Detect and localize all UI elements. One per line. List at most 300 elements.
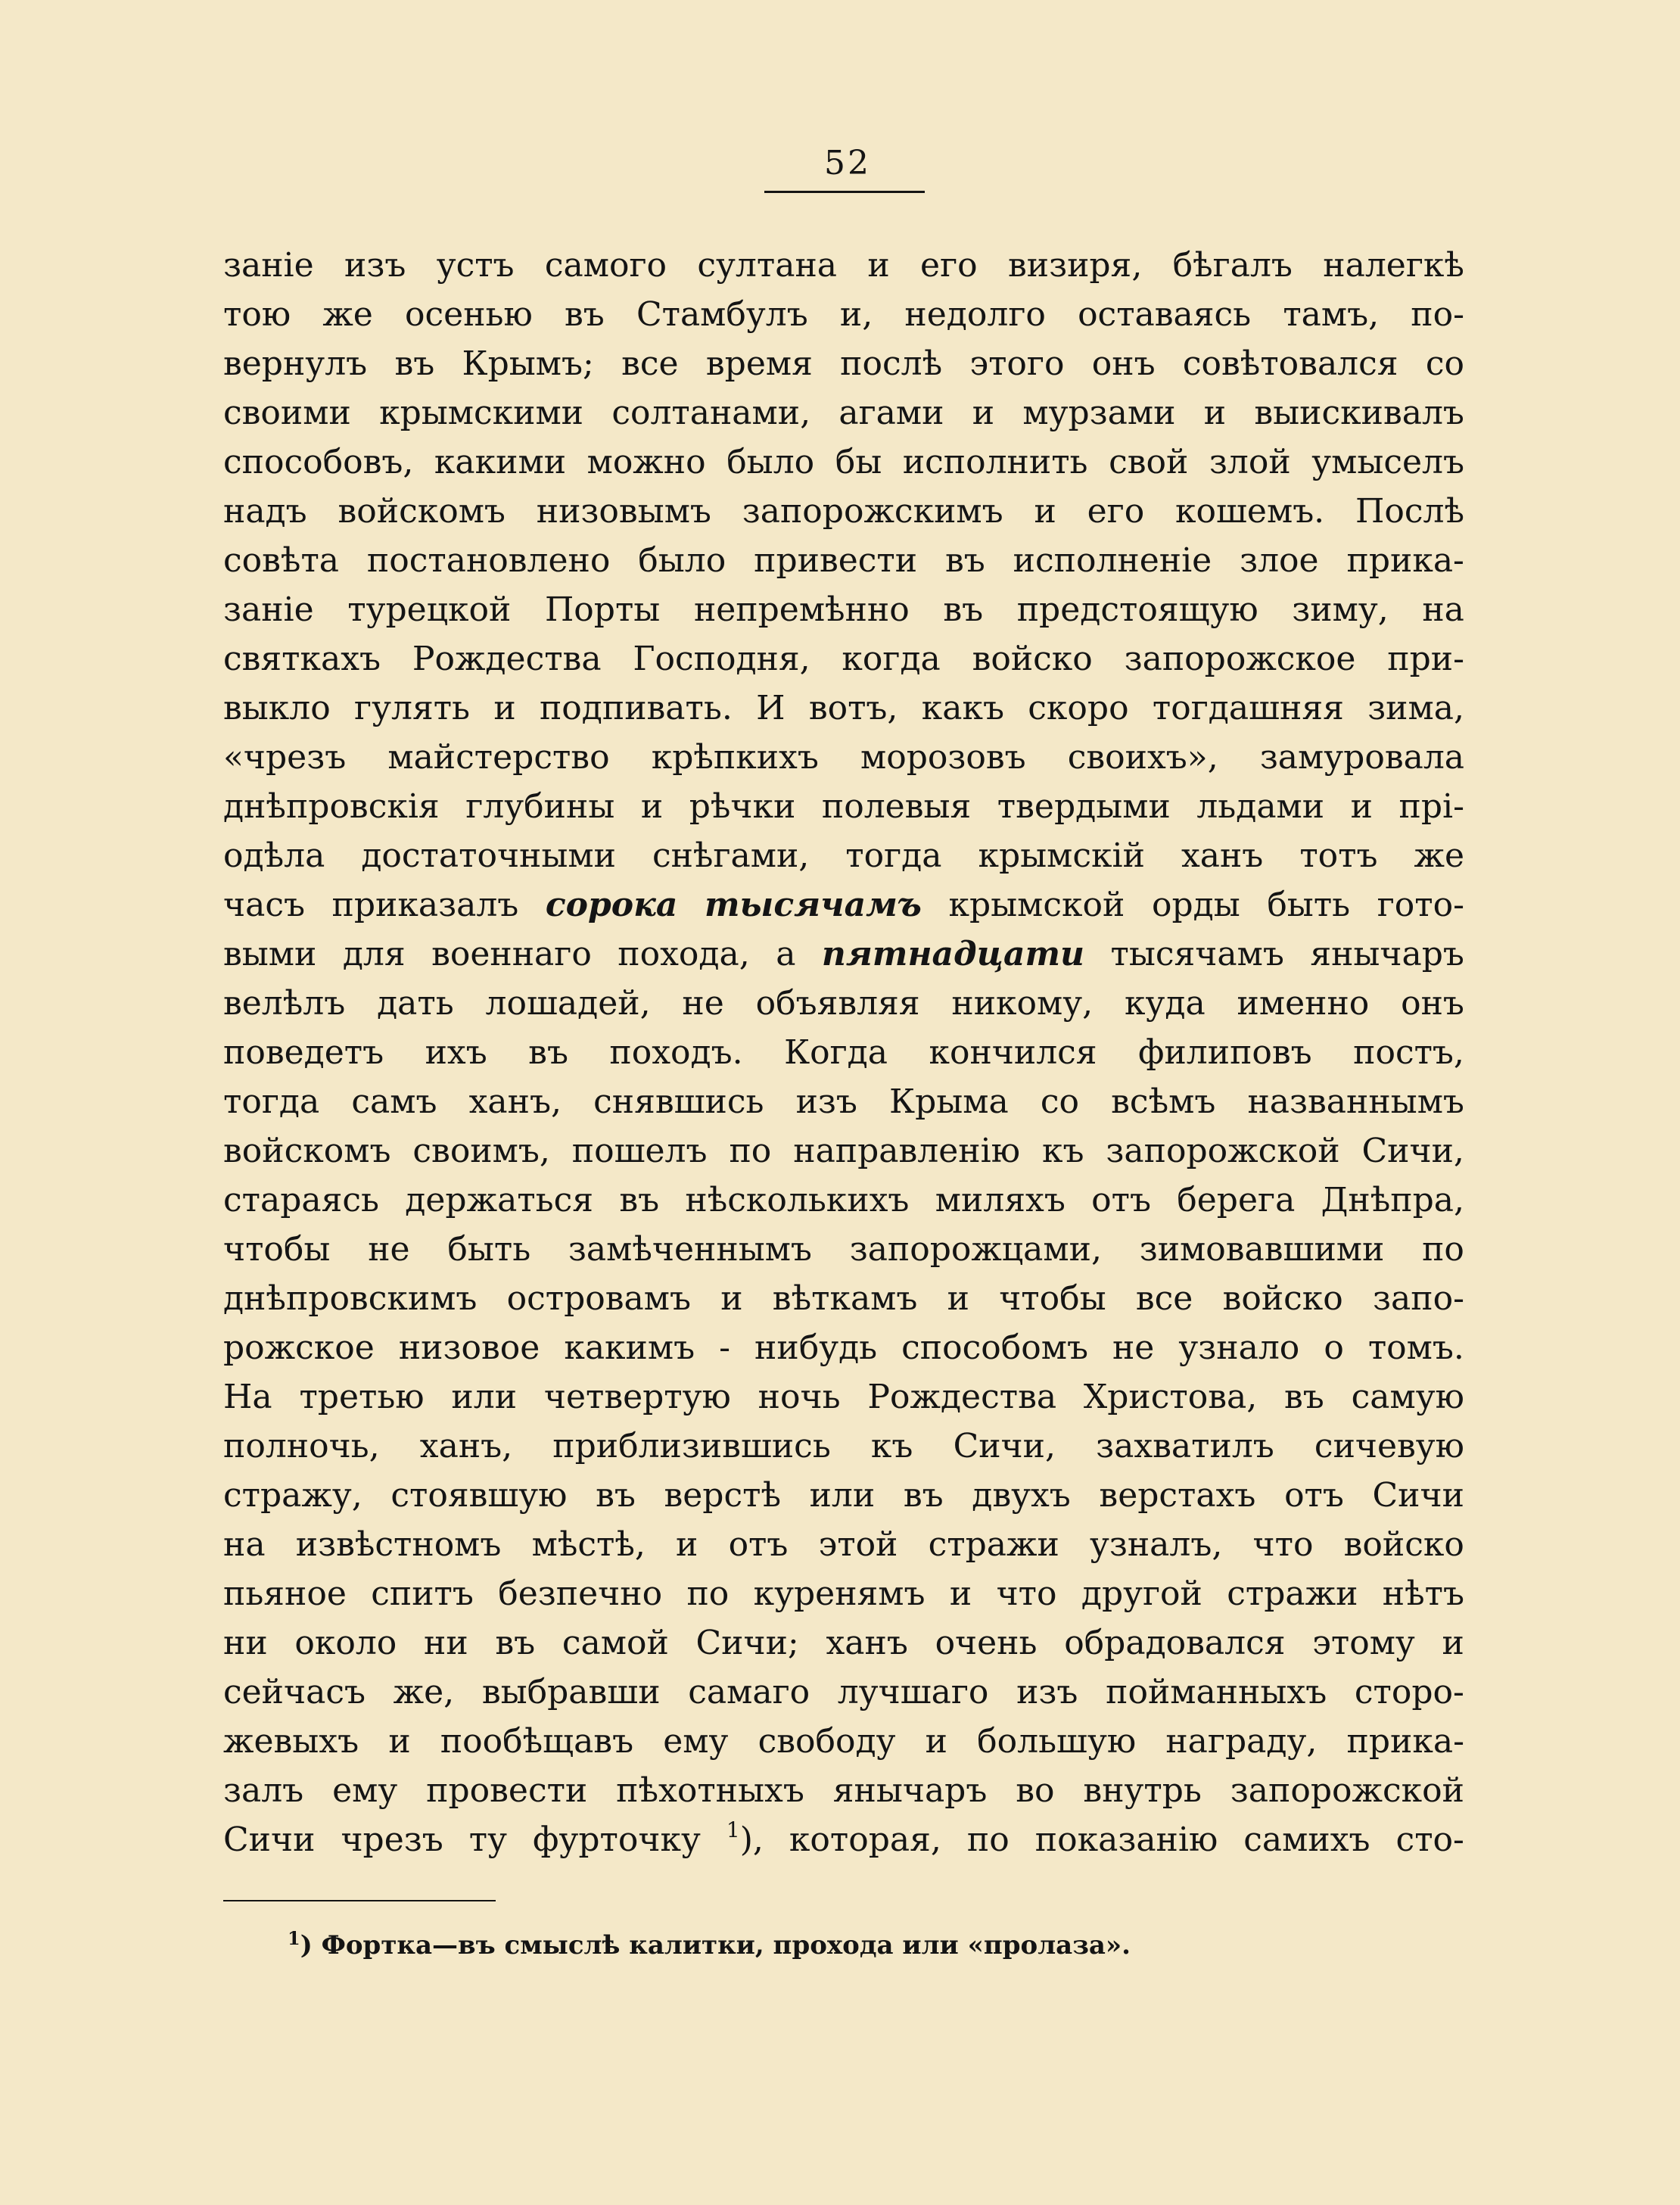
- word: около: [294, 1624, 397, 1662]
- word: что: [1252, 1525, 1314, 1564]
- word: сто-: [1395, 1820, 1464, 1859]
- word: стражу,: [223, 1476, 362, 1515]
- word: объявляя: [755, 984, 920, 1023]
- word: самъ: [351, 1082, 437, 1121]
- word: подпивать.: [539, 689, 733, 727]
- word: войскомъ: [223, 1132, 391, 1170]
- word: ханъ,: [468, 1082, 562, 1121]
- word: когда: [842, 640, 941, 678]
- word: визиря,: [1007, 246, 1143, 285]
- page-number-rule: [764, 191, 925, 193]
- word: крымскими: [379, 394, 584, 432]
- word: твердыми: [997, 787, 1171, 826]
- word: своимъ,: [412, 1132, 550, 1170]
- word: лошадей,: [485, 984, 651, 1023]
- word: которая,: [789, 1820, 941, 1859]
- word: Господня,: [633, 640, 810, 678]
- word: изъ: [1016, 1673, 1078, 1711]
- word: запо-: [1373, 1279, 1464, 1318]
- word: къ: [1041, 1132, 1084, 1170]
- word: не: [368, 1230, 410, 1269]
- word: третью: [299, 1378, 425, 1416]
- word: въ: [394, 344, 435, 383]
- word: Рождества: [412, 640, 602, 678]
- word: выбравши: [481, 1673, 661, 1711]
- word: же: [322, 295, 373, 334]
- word: исполнить: [902, 443, 1088, 481]
- word: же: [1414, 836, 1464, 875]
- word: и,: [839, 295, 873, 334]
- text-line: [223, 1815, 1464, 1864]
- text-line: [223, 1077, 1464, 1126]
- word: самой: [562, 1624, 669, 1662]
- word: вернулъ: [223, 344, 368, 383]
- word: верстахъ: [1099, 1476, 1256, 1515]
- word: этому: [1312, 1624, 1415, 1662]
- word: сичевую: [1314, 1427, 1464, 1465]
- word: крѣпкихъ: [651, 738, 819, 777]
- word: пѣхотныхъ: [616, 1771, 804, 1810]
- word: днѣпровскимъ: [223, 1279, 478, 1318]
- word: тою: [223, 295, 291, 334]
- word: походъ.: [609, 1033, 743, 1072]
- word: можно: [586, 443, 706, 481]
- word: зимовавшими: [1139, 1230, 1385, 1269]
- word: пятнадцати: [821, 935, 1085, 973]
- body-text: [223, 241, 1464, 1864]
- word: и: [1350, 787, 1373, 826]
- word: крымскій: [978, 836, 1145, 875]
- text-line: [223, 487, 1464, 536]
- word: нѣтъ: [1382, 1574, 1464, 1613]
- word: войско: [1343, 1525, 1464, 1564]
- word: Сичи,: [1361, 1132, 1464, 1170]
- text-line: [223, 1668, 1464, 1717]
- word: полночь,: [223, 1427, 380, 1465]
- word: онъ: [1401, 984, 1464, 1023]
- word: запорожской: [1106, 1132, 1340, 1170]
- word: по: [966, 1820, 1010, 1859]
- word: Сичи;: [695, 1624, 799, 1662]
- word: полевыя: [821, 787, 972, 826]
- word: по: [686, 1574, 730, 1613]
- word: сторо-: [1354, 1673, 1464, 1711]
- text-line: [223, 536, 1464, 585]
- word: обрадовался: [1064, 1624, 1286, 1662]
- word: какимъ: [564, 1328, 695, 1367]
- word: двухъ: [972, 1476, 1071, 1515]
- word: способомъ: [901, 1328, 1088, 1367]
- word: спитъ: [371, 1574, 474, 1613]
- word: $^1$),: [726, 1817, 764, 1859]
- word: Днѣпра,: [1321, 1181, 1464, 1219]
- word: способовъ,: [223, 443, 414, 481]
- word: со: [1040, 1082, 1080, 1121]
- word: Христова,: [1083, 1378, 1258, 1416]
- word: и: [388, 1722, 411, 1761]
- word: злое: [1240, 541, 1319, 580]
- word: войско: [1222, 1279, 1343, 1318]
- word: къ: [870, 1427, 913, 1465]
- word: со: [1425, 344, 1464, 383]
- word: недолго: [904, 295, 1046, 334]
- word: и: [720, 1279, 743, 1318]
- word: стражи: [928, 1525, 1059, 1564]
- word: держаться: [405, 1181, 593, 1219]
- word: этого: [969, 344, 1065, 383]
- word: въ: [495, 1624, 536, 1662]
- word: жевыхъ: [223, 1722, 359, 1761]
- word: время: [705, 344, 813, 383]
- word: низовымъ: [536, 492, 711, 531]
- word: льдами: [1196, 787, 1325, 826]
- word: стараясь: [223, 1181, 379, 1219]
- word: было: [726, 443, 815, 481]
- word: именно: [1237, 984, 1370, 1023]
- word: и: [925, 1722, 947, 1761]
- word: своими: [223, 394, 351, 432]
- word: при-: [1387, 640, 1464, 678]
- word: вѣткамъ: [772, 1279, 918, 1318]
- word: турецкой: [347, 590, 512, 629]
- word: заніе: [223, 590, 314, 629]
- word: агами: [838, 394, 944, 432]
- word: ни: [424, 1624, 468, 1662]
- word: ханъ,: [419, 1427, 513, 1465]
- text-line: [223, 1766, 1464, 1815]
- word: крымской: [948, 886, 1125, 924]
- word: И: [756, 689, 786, 727]
- word: стоявшую: [390, 1476, 568, 1515]
- word: другой: [1081, 1574, 1202, 1613]
- word: тогда: [223, 1082, 320, 1121]
- word: направленію: [793, 1132, 1020, 1170]
- word: на: [1422, 590, 1464, 629]
- word: и: [947, 1279, 969, 1318]
- word: и: [1203, 394, 1227, 432]
- word: выми: [223, 935, 317, 973]
- word: внутрь: [1083, 1771, 1202, 1810]
- word: четвертую: [543, 1378, 731, 1416]
- word: запорожской: [1230, 1771, 1464, 1810]
- word: залъ: [223, 1771, 304, 1810]
- word: и: [1442, 1624, 1464, 1662]
- word: миляхъ: [935, 1181, 1066, 1219]
- text-line: [223, 1176, 1464, 1225]
- word: извѣстномъ: [295, 1525, 502, 1564]
- word: святкахъ: [223, 640, 381, 678]
- word: отъ: [1284, 1476, 1344, 1515]
- word: исполненіе: [1013, 541, 1212, 580]
- word: замѣченнымъ: [568, 1230, 812, 1269]
- word: Послѣ: [1355, 492, 1464, 531]
- word: прика-: [1346, 541, 1464, 580]
- text-line: [223, 438, 1464, 487]
- word: Крымъ;: [462, 344, 594, 383]
- word: янычаръ: [832, 1771, 988, 1810]
- word: тысячамъ: [1110, 935, 1284, 973]
- text-line: [223, 1225, 1464, 1274]
- word: На: [223, 1378, 272, 1416]
- text-line: [223, 831, 1464, 880]
- word: свой: [1109, 443, 1189, 481]
- word: рѣчки: [689, 787, 796, 826]
- word: въ: [619, 1181, 660, 1219]
- word: названнымъ: [1247, 1082, 1464, 1121]
- word: поведетъ: [223, 1033, 384, 1072]
- word: ему: [663, 1722, 729, 1761]
- word: Крыма: [889, 1082, 1009, 1121]
- word: куренямъ: [753, 1574, 926, 1613]
- word: изъ: [344, 246, 406, 285]
- word: пойманныхъ: [1106, 1673, 1327, 1711]
- word: Стамбулъ: [636, 295, 808, 334]
- text-line: [223, 930, 1464, 979]
- text-line: [223, 1471, 1464, 1520]
- word: одѣла: [223, 836, 325, 875]
- word: самого: [544, 246, 667, 285]
- word: орды: [1151, 886, 1240, 924]
- word: узналъ,: [1089, 1525, 1223, 1564]
- word: гото-: [1377, 886, 1464, 924]
- word: и: [867, 246, 890, 285]
- text-line: [223, 1028, 1464, 1077]
- footnote-reference: 1: [726, 1817, 740, 1842]
- word: что: [996, 1574, 1057, 1613]
- word: днѣпровскія: [223, 787, 440, 826]
- word: достаточными: [361, 836, 616, 875]
- word: зиму,: [1292, 590, 1389, 629]
- word: постановлено: [366, 541, 611, 580]
- word: и: [676, 1525, 698, 1564]
- word: ту: [468, 1820, 508, 1859]
- word: тотъ: [1299, 836, 1378, 875]
- word: всѣмъ: [1111, 1082, 1216, 1121]
- word: по: [1422, 1230, 1464, 1269]
- text-line: [223, 388, 1464, 438]
- footnote-text: ) Фортка—въ смыслѣ калитки, прохода или «пролаза».: [300, 1930, 1131, 1961]
- word: гулять: [354, 689, 470, 727]
- word: похода,: [618, 935, 750, 973]
- word: прика-: [1346, 1722, 1464, 1761]
- word: замуровала: [1259, 738, 1464, 777]
- word: Сичи: [223, 1820, 316, 1859]
- word: фурточку: [533, 1820, 701, 1859]
- page-number: 52: [824, 144, 871, 182]
- word: совѣта: [223, 541, 340, 580]
- text-line: [223, 979, 1464, 1028]
- word: своихъ»,: [1067, 738, 1218, 777]
- word: или: [451, 1378, 518, 1416]
- word: -: [719, 1328, 731, 1367]
- word: захватилъ: [1096, 1427, 1274, 1465]
- word: показанію: [1034, 1820, 1218, 1859]
- text-line: [223, 1618, 1464, 1668]
- word: осенью: [405, 295, 533, 334]
- word: ни: [223, 1624, 268, 1662]
- word: устъ: [436, 246, 515, 285]
- word: и: [640, 787, 664, 826]
- word: пошелъ: [571, 1132, 708, 1170]
- word: куда: [1124, 984, 1206, 1023]
- text-line: [223, 241, 1464, 290]
- word: запорожскимъ: [742, 492, 1003, 531]
- word: о: [1324, 1328, 1344, 1367]
- word: приказалъ: [331, 886, 519, 924]
- word: безпечно: [498, 1574, 663, 1613]
- word: кончился: [929, 1033, 1097, 1072]
- word: дать: [377, 984, 454, 1023]
- word: нѣсколькихъ: [685, 1181, 910, 1219]
- text-line: [223, 585, 1464, 634]
- word: по-: [1411, 295, 1464, 334]
- word: военнаго: [431, 935, 592, 973]
- word: онъ: [1091, 344, 1156, 383]
- word: снѣгами,: [652, 836, 810, 875]
- word: и: [949, 1574, 972, 1613]
- word: Сичи,: [953, 1427, 1056, 1465]
- word: запорожское: [1124, 640, 1356, 678]
- word: янычаръ: [1310, 935, 1464, 973]
- word: войско: [972, 640, 1093, 678]
- word: запорожцами,: [849, 1230, 1102, 1269]
- word: очень: [935, 1624, 1038, 1662]
- text-line: [223, 634, 1464, 684]
- word: въ: [564, 295, 605, 334]
- word: стражи: [1227, 1574, 1358, 1613]
- word: этой: [818, 1525, 898, 1564]
- word: султана: [697, 246, 838, 285]
- word: привести: [754, 541, 918, 580]
- word: постъ,: [1353, 1033, 1464, 1072]
- word: изъ: [795, 1082, 857, 1121]
- text-line: [223, 1717, 1464, 1766]
- text-line: [223, 339, 1464, 388]
- word: тогда: [845, 836, 942, 875]
- text-line: [223, 1520, 1464, 1569]
- text-line: [223, 1422, 1464, 1471]
- word: рожское: [223, 1328, 375, 1367]
- text-line: [223, 684, 1464, 733]
- word: тысячамъ: [704, 886, 922, 924]
- word: Рождества: [867, 1378, 1057, 1416]
- word: отъ: [1091, 1181, 1151, 1219]
- word: умыселъ: [1311, 443, 1464, 481]
- word: выкло: [223, 689, 331, 727]
- word: томъ.: [1367, 1328, 1464, 1367]
- word: большую: [977, 1722, 1137, 1761]
- text-line: [223, 880, 1464, 930]
- word: чтобы: [999, 1279, 1106, 1318]
- word: совѣтовался: [1182, 344, 1398, 383]
- text-line: [223, 782, 1464, 831]
- word: Порты: [544, 590, 661, 629]
- word: сорока: [545, 886, 678, 924]
- word: его: [920, 246, 978, 285]
- text-line: [223, 1372, 1464, 1422]
- word: ему: [332, 1771, 398, 1810]
- word: злой: [1209, 443, 1291, 481]
- word: прі-: [1398, 787, 1464, 826]
- word: лучшаго: [837, 1673, 989, 1711]
- word: какъ: [921, 689, 1004, 727]
- word: солтанами,: [611, 394, 811, 432]
- word: ханъ: [826, 1624, 908, 1662]
- word: или: [809, 1476, 876, 1515]
- word: и: [493, 689, 516, 727]
- word: вотъ,: [808, 689, 898, 727]
- word: въ: [528, 1033, 568, 1072]
- word: самаго: [688, 1673, 810, 1711]
- word: въ: [596, 1476, 636, 1515]
- word: самихъ: [1243, 1820, 1370, 1859]
- word: никому,: [951, 984, 1094, 1023]
- word: не: [682, 984, 724, 1023]
- word: войскомъ: [338, 492, 506, 531]
- word: какими: [434, 443, 567, 481]
- word: ночь: [758, 1378, 841, 1416]
- word: же,: [393, 1673, 455, 1711]
- word: налегкѣ: [1323, 246, 1464, 285]
- word: а: [776, 935, 796, 973]
- word: часъ: [223, 886, 305, 924]
- word: надъ: [223, 492, 307, 531]
- word: велѣлъ: [223, 984, 346, 1023]
- word: филиповъ: [1138, 1033, 1312, 1072]
- word: сейчасъ: [223, 1673, 366, 1711]
- word: быть: [1267, 886, 1351, 924]
- word: быть: [447, 1230, 531, 1269]
- word: для: [342, 935, 406, 973]
- word: его: [1087, 492, 1145, 531]
- word: заніе: [223, 246, 314, 285]
- word: майстерство: [387, 738, 610, 777]
- word: было: [638, 541, 726, 580]
- word: все: [621, 344, 679, 383]
- word: въ: [943, 590, 984, 629]
- word: и: [1034, 492, 1056, 531]
- word: кошемъ.: [1175, 492, 1325, 531]
- word: снявшись: [593, 1082, 764, 1121]
- word: ихъ: [425, 1033, 487, 1072]
- word: не: [1112, 1328, 1155, 1367]
- word: предстоящую: [1016, 590, 1258, 629]
- word: нибудь: [754, 1328, 878, 1367]
- text-line: [223, 1126, 1464, 1176]
- word: скоро: [1028, 689, 1129, 727]
- word: въ: [944, 541, 985, 580]
- word: по: [729, 1132, 772, 1170]
- text-line: [223, 1569, 1464, 1618]
- footnote: [288, 1927, 1131, 1966]
- word: бы: [835, 443, 882, 481]
- word: берега: [1177, 1181, 1296, 1219]
- word: приблизившись: [552, 1427, 831, 1465]
- footnote-mark: 1: [288, 1927, 300, 1949]
- word: глубины: [465, 787, 615, 826]
- word: низовое: [398, 1328, 540, 1367]
- word: Сичи: [1372, 1476, 1464, 1515]
- footnote-rule: [223, 1900, 496, 1901]
- word: тогдашняя: [1152, 689, 1344, 727]
- word: выискивалъ: [1254, 394, 1464, 432]
- word: тамъ,: [1283, 295, 1380, 334]
- word: чрезъ: [341, 1820, 443, 1859]
- word: непремѣнно: [693, 590, 910, 629]
- word: бѣгалъ: [1172, 246, 1293, 285]
- word: самую: [1351, 1378, 1464, 1416]
- word: верстѣ: [664, 1476, 781, 1515]
